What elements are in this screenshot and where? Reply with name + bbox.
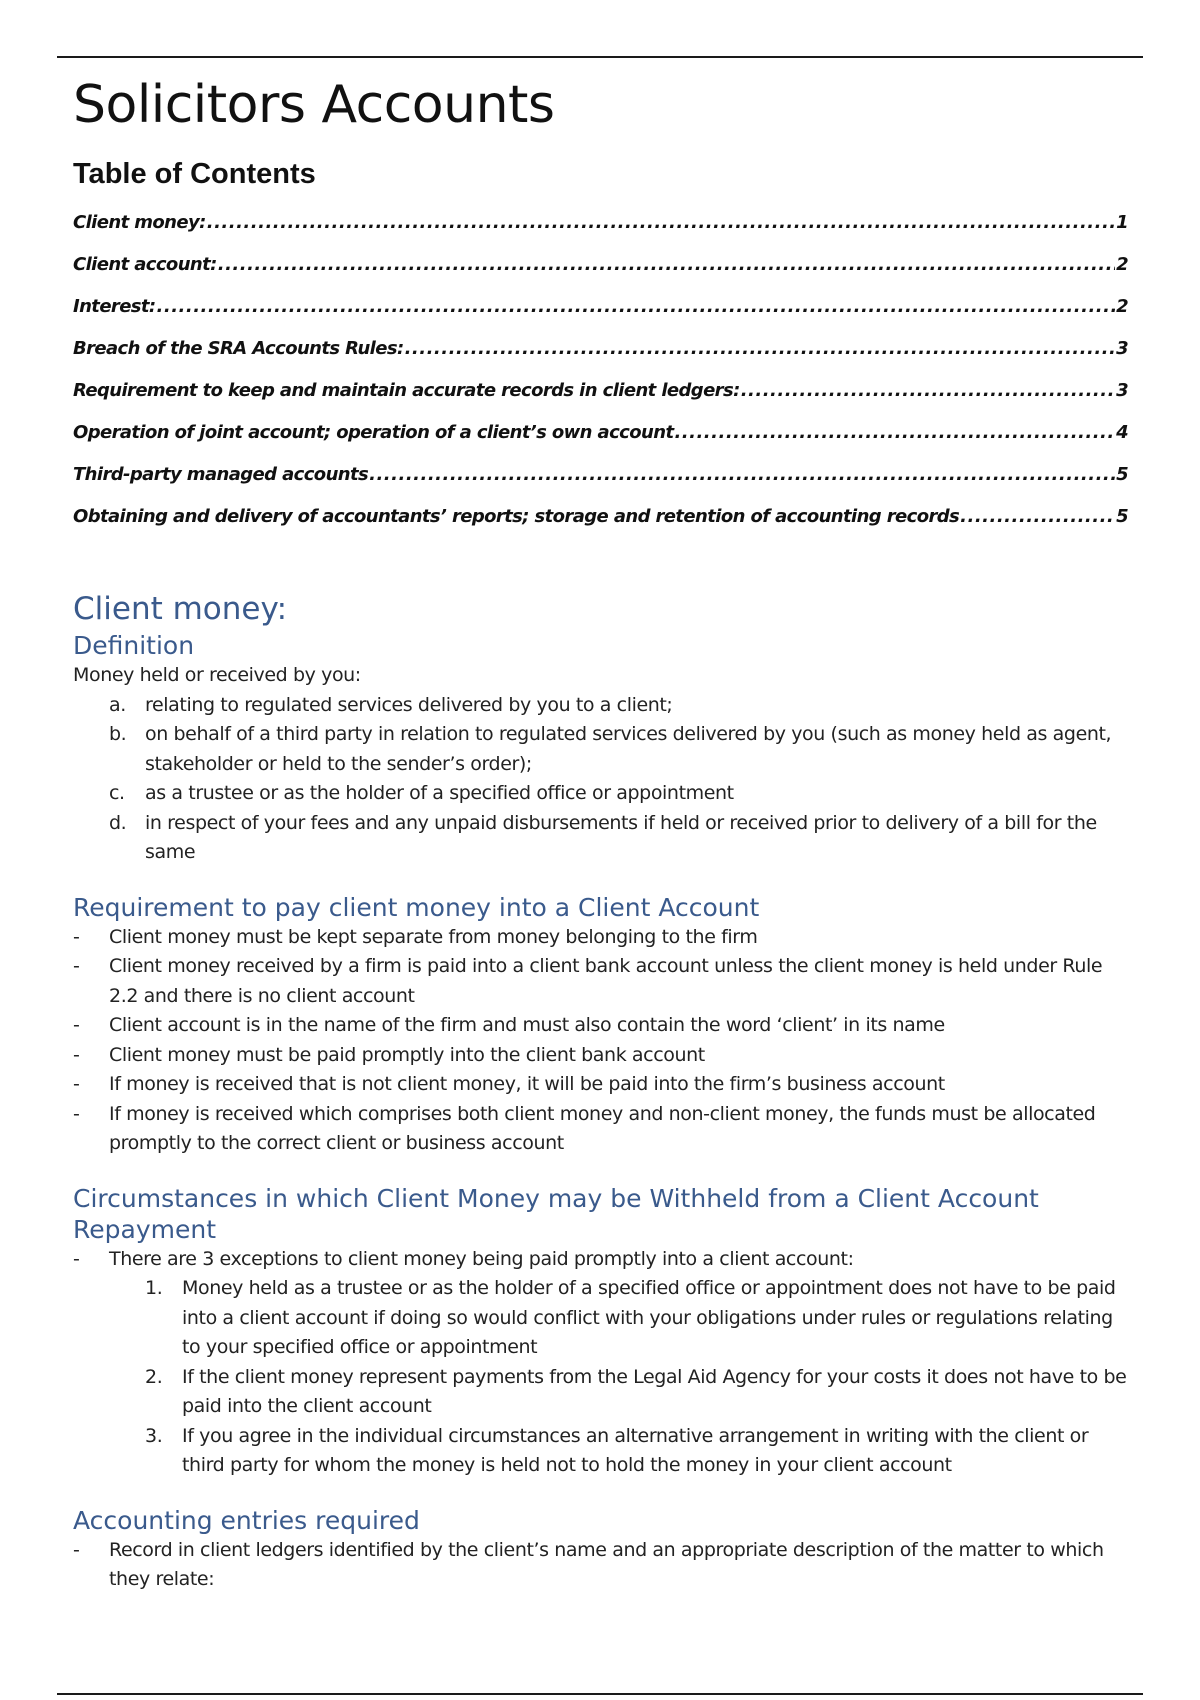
list-item-text: There are 3 exceptions to client money being paid promptly into a client account: — [109, 1247, 854, 1270]
list-item — [73, 1041, 1128, 1071]
toc-entry-label: Requirement to keep and maintain accurate records in client ledgers: — [73, 380, 740, 401]
exceptions-list — [73, 1274, 1128, 1481]
toc-page-number: 4 — [1116, 422, 1128, 443]
list-marker: 3. — [145, 1424, 163, 1447]
list-marker: 2. — [145, 1365, 163, 1388]
accounting-list — [73, 1536, 1128, 1595]
list-item — [73, 809, 1128, 868]
toc-entry-label: Obtaining and delivery of accountants’ reports; storage and retention of accounting records — [73, 506, 960, 527]
circumstances-list — [73, 1245, 1128, 1275]
toc-page-number: 2 — [1116, 296, 1128, 317]
list-item — [73, 1245, 1128, 1275]
toc-entry-label: Breach of the SRA Accounts Rules: — [73, 338, 404, 359]
list-item-text: relating to regulated services delivered by you to a client; — [145, 693, 673, 716]
toc-entry[interactable] — [73, 454, 1128, 496]
list-item — [73, 1363, 1128, 1422]
list-marker: c. — [109, 782, 125, 804]
list-item — [73, 779, 1128, 809]
requirement-list — [73, 923, 1128, 1159]
spacer — [73, 868, 1128, 892]
list-item-text: Record in client ledgers identified by the client’s name and an appropriate description of the matter to which they relate: — [109, 1538, 1104, 1590]
list-item-text: as a trustee or as the holder of a specified office or appointment — [145, 782, 734, 804]
subsection-heading-requirement: Requirement to pay client money into a Client Account — [73, 892, 760, 922]
dash-bullet: - — [73, 1043, 80, 1066]
toc-entry-label: Third-party managed accounts — [73, 464, 369, 485]
dash-bullet: - — [73, 1073, 80, 1095]
toc-entry-label: Interest: — [73, 296, 156, 317]
spacer — [73, 1159, 1128, 1183]
toc-page-number: 3 — [1116, 338, 1128, 359]
table-of-contents — [73, 154, 1128, 538]
list-item — [73, 1011, 1128, 1041]
dash-bullet: - — [73, 925, 80, 948]
list-item-text: Client money must be paid promptly into the client bank account — [109, 1043, 705, 1066]
toc-entry[interactable] — [73, 202, 1128, 244]
list-item-text: Client money received by a firm is paid into a client bank account unless the client money is held under Rule 2.2 and there is no client account — [109, 955, 1103, 1007]
list-item — [73, 1070, 1128, 1100]
top-horizontal-rule — [57, 56, 1143, 58]
list-item-text: Client money must be kept separate from money belonging to the firm — [109, 925, 758, 948]
list-item-text: If money is received that is not client money, it will be paid into the firm’s business account — [109, 1073, 945, 1095]
toc-page-number: 2 — [1116, 254, 1128, 275]
toc-dot-leader — [369, 454, 1115, 496]
list-item-text: If the client money represent payments from the Legal Aid Agency for your costs it does not have to be paid into the client account — [182, 1365, 1127, 1417]
list-item-text: in respect of your fees and any unpaid disbursements if held or received prior to delivery of a bill for the same — [145, 811, 1097, 863]
list-marker: a. — [109, 693, 126, 716]
dash-bullet: - — [73, 1102, 80, 1125]
definition-list — [73, 691, 1128, 868]
list-item-text: Money held as a trustee or as the holder of a specified office or appointment does not have to be paid into a client account if doing so would conflict with your obligations under rules or regulations relating to your specified office or appointment — [182, 1277, 1116, 1358]
subsection-heading-definition: Definition — [73, 631, 195, 660]
toc-heading: Table of Contents — [73, 158, 316, 190]
section-client-money — [73, 588, 1128, 1595]
toc-page-number: 1 — [1116, 212, 1128, 233]
toc-dot-leader — [960, 496, 1115, 538]
toc-entry[interactable] — [73, 286, 1128, 328]
toc-dot-leader — [674, 412, 1115, 454]
toc-page-number: 3 — [1116, 380, 1128, 401]
dash-bullet: - — [73, 1247, 80, 1270]
toc-entry[interactable] — [73, 496, 1128, 538]
toc-dot-leader — [741, 370, 1115, 412]
toc-entry[interactable] — [73, 412, 1128, 454]
list-item — [73, 691, 1128, 721]
toc-entry[interactable] — [73, 244, 1128, 286]
toc-entry-label: Operation of joint account; operation of a client’s own account — [73, 422, 674, 443]
list-item-text: on behalf of a third party in relation to regulated services delivered by you (such as money held as agent, stakeholder or held to the sender’s order); — [145, 723, 1112, 775]
toc-entry[interactable] — [73, 328, 1128, 370]
list-item — [73, 1274, 1128, 1363]
section-heading: Client money: — [73, 591, 288, 627]
list-marker: b. — [109, 723, 127, 745]
bottom-horizontal-rule — [57, 1693, 1143, 1695]
list-item — [73, 1536, 1128, 1595]
spacer — [73, 538, 1128, 588]
list-marker: 1. — [145, 1277, 163, 1299]
subsection-heading-circumstances: Circumstances in which Client Money may be Withheld from a Client Account Repayment — [73, 1183, 1039, 1244]
list-item-text: Client account is in the name of the firm and must also contain the word ‘client’ in its name — [109, 1014, 945, 1036]
toc-page-number: 5 — [1116, 464, 1128, 485]
definition-intro: Money held or received by you: — [73, 664, 361, 686]
document-title: Solicitors Accounts — [73, 75, 555, 135]
toc-entry-label: Client account: — [73, 254, 217, 275]
dash-bullet: - — [73, 955, 80, 977]
list-item-text: If you agree in the individual circumstances an alternative arrangement in writing with the client or third party for whom the money is held not to hold the money in your client account — [182, 1424, 1089, 1476]
list-marker: d. — [109, 811, 127, 834]
list-item — [73, 1422, 1128, 1481]
dash-bullet: - — [73, 1538, 80, 1561]
subsection-heading-accounting: Accounting entries required — [73, 1505, 420, 1535]
toc-page-number: 5 — [1116, 506, 1128, 527]
spacer — [73, 1481, 1128, 1505]
list-item — [73, 952, 1128, 1011]
document-page — [73, 66, 1128, 1595]
toc-dot-leader — [207, 202, 1115, 244]
dash-bullet: - — [73, 1014, 80, 1036]
toc-entry[interactable] — [73, 370, 1128, 412]
list-item — [73, 1100, 1128, 1159]
list-item — [73, 923, 1128, 953]
toc-dot-leader — [157, 286, 1116, 328]
toc-dot-leader — [405, 328, 1116, 370]
list-item — [73, 720, 1128, 779]
list-item-text: If money is received which comprises both client money and non-client money, the funds must be allocated promptly to the correct client or business account — [109, 1102, 1096, 1154]
toc-entry-label: Client money: — [73, 212, 206, 233]
toc-dot-leader — [218, 244, 1115, 286]
